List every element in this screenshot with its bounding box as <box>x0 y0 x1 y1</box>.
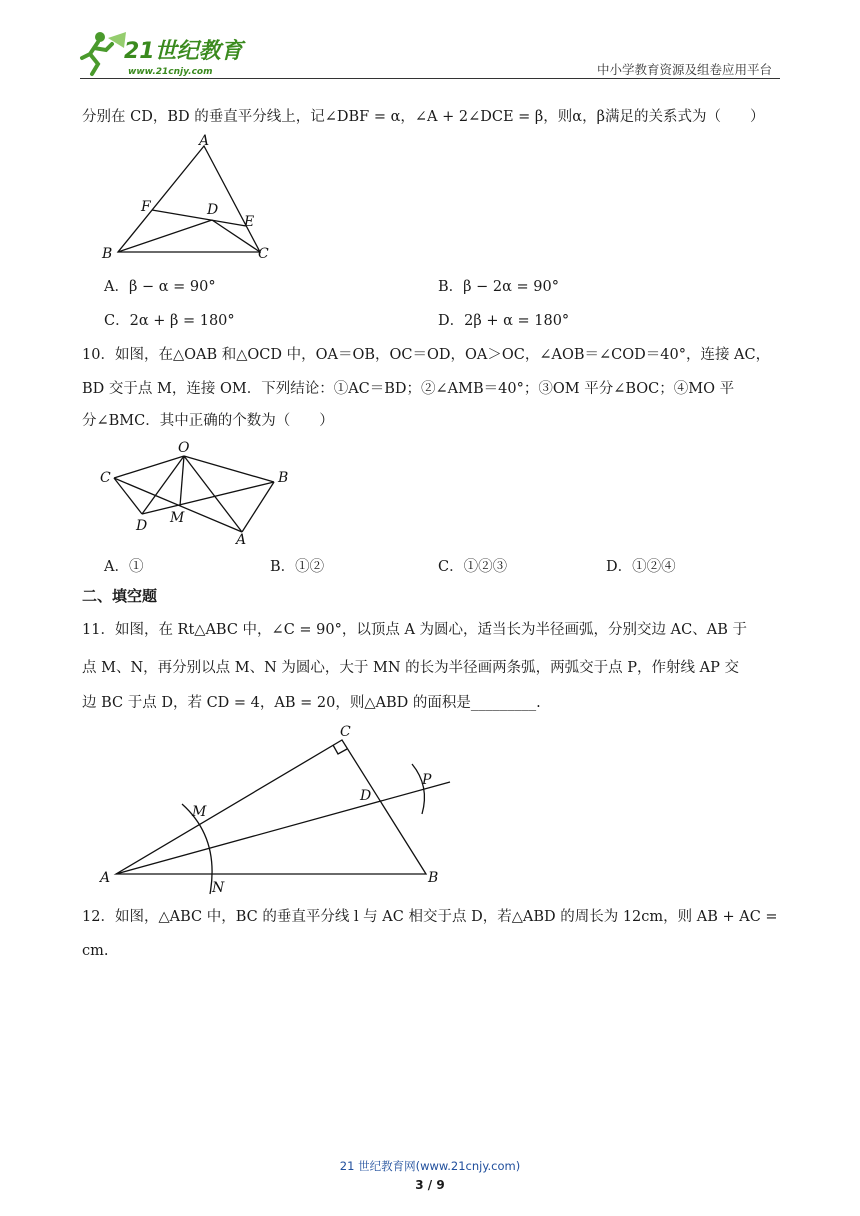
q10-line-1: 10．如图，在△OAB 和△OCD 中，OA＝OB，OC＝OD，OA＞OC，∠AOB＝∠COD＝40°，连接 AC， <box>82 347 771 363</box>
q10-figure <box>96 438 306 548</box>
q10-option-a: A．① <box>104 559 144 575</box>
q9-option-b: B．β − 2α = 90° <box>438 279 559 295</box>
label-d: D <box>360 788 372 804</box>
q9-option-a: A．β − α = 90° <box>104 279 216 295</box>
label-a: A <box>236 532 247 548</box>
q10-option-c: C．①②③ <box>438 559 508 575</box>
page-number: 3 / 9 <box>415 1178 445 1192</box>
label-m: M <box>192 804 207 820</box>
label-c: C <box>340 724 351 740</box>
label-f: F <box>141 199 151 215</box>
label-a: A <box>199 134 210 149</box>
q10-line-2: BD 交于点 M，连接 OM．下列结论：①AC＝BD；②∠AMB＝40°；③OM 平分∠BOC；④MO 平 <box>82 381 735 397</box>
label-b: B <box>102 246 113 262</box>
label-b: B <box>428 870 439 886</box>
q10-option-d: D．①②④ <box>606 559 676 575</box>
q10-option-b: B．①② <box>270 559 325 575</box>
label-c: C <box>258 246 269 262</box>
label-n: N <box>212 880 225 896</box>
platform-name: 中小学教育资源及组卷应用平台 <box>596 62 772 77</box>
label-o: O <box>178 440 190 456</box>
q11-figure <box>96 718 466 896</box>
q9-option-c: C．2α + β = 180° <box>104 313 235 329</box>
label-a: A <box>100 870 111 886</box>
q11-line-1: 11．如图，在 Rt△ABC 中，∠C = 90°，以顶点 A 为圆心，适当长为半径画弧，分别交边 AC、AB 于 <box>82 622 747 638</box>
logo-main-text: 21世纪教育 <box>124 39 243 64</box>
header-divider <box>80 78 780 79</box>
q9-figure <box>96 134 286 264</box>
q9-option-d: D．2β + α = 180° <box>438 313 570 329</box>
label-m: M <box>170 510 185 526</box>
q12-line-2: cm. <box>82 943 109 959</box>
q12-line-1: 12．如图，△ABC 中，BC 的垂直平分线 l 与 AC 相交于点 D，若△ABD 的周长为 12cm，则 AB + AC = <box>82 909 778 925</box>
footer-link[interactable]: 21 世纪教育网(www.21cnjy.com) <box>339 1159 521 1173</box>
q11-line-2: 点 M、N，再分别以点 M、N 为圆心，大于 MN 的长为半径画两条弧，两弧交于点 P，作射线 AP 交 <box>82 660 739 676</box>
section-heading: 二、填空题 <box>82 587 158 605</box>
runner-icon <box>82 32 126 74</box>
q10-line-3: 分∠BMC．其中正确的个数为（ ） <box>82 413 334 429</box>
q9-stem: 分别在 CD，BD 的垂直平分线上，记∠DBF = α，∠A + 2∠DCE = β，则α，β满足的关系式为（ ） <box>82 109 765 125</box>
label-c: C <box>100 470 111 486</box>
label-d: D <box>136 518 148 534</box>
q11-line-3: 边 BC 于点 D，若 CD = 4，AB = 20，则△ABD 的面积是_________. <box>82 695 541 711</box>
label-d: D <box>207 202 219 218</box>
site-logo <box>78 28 258 78</box>
label-e: E <box>244 214 255 230</box>
label-b: B <box>278 470 289 486</box>
logo-url-text: www.21cnjy.com <box>128 67 213 77</box>
label-p: P <box>422 772 432 788</box>
